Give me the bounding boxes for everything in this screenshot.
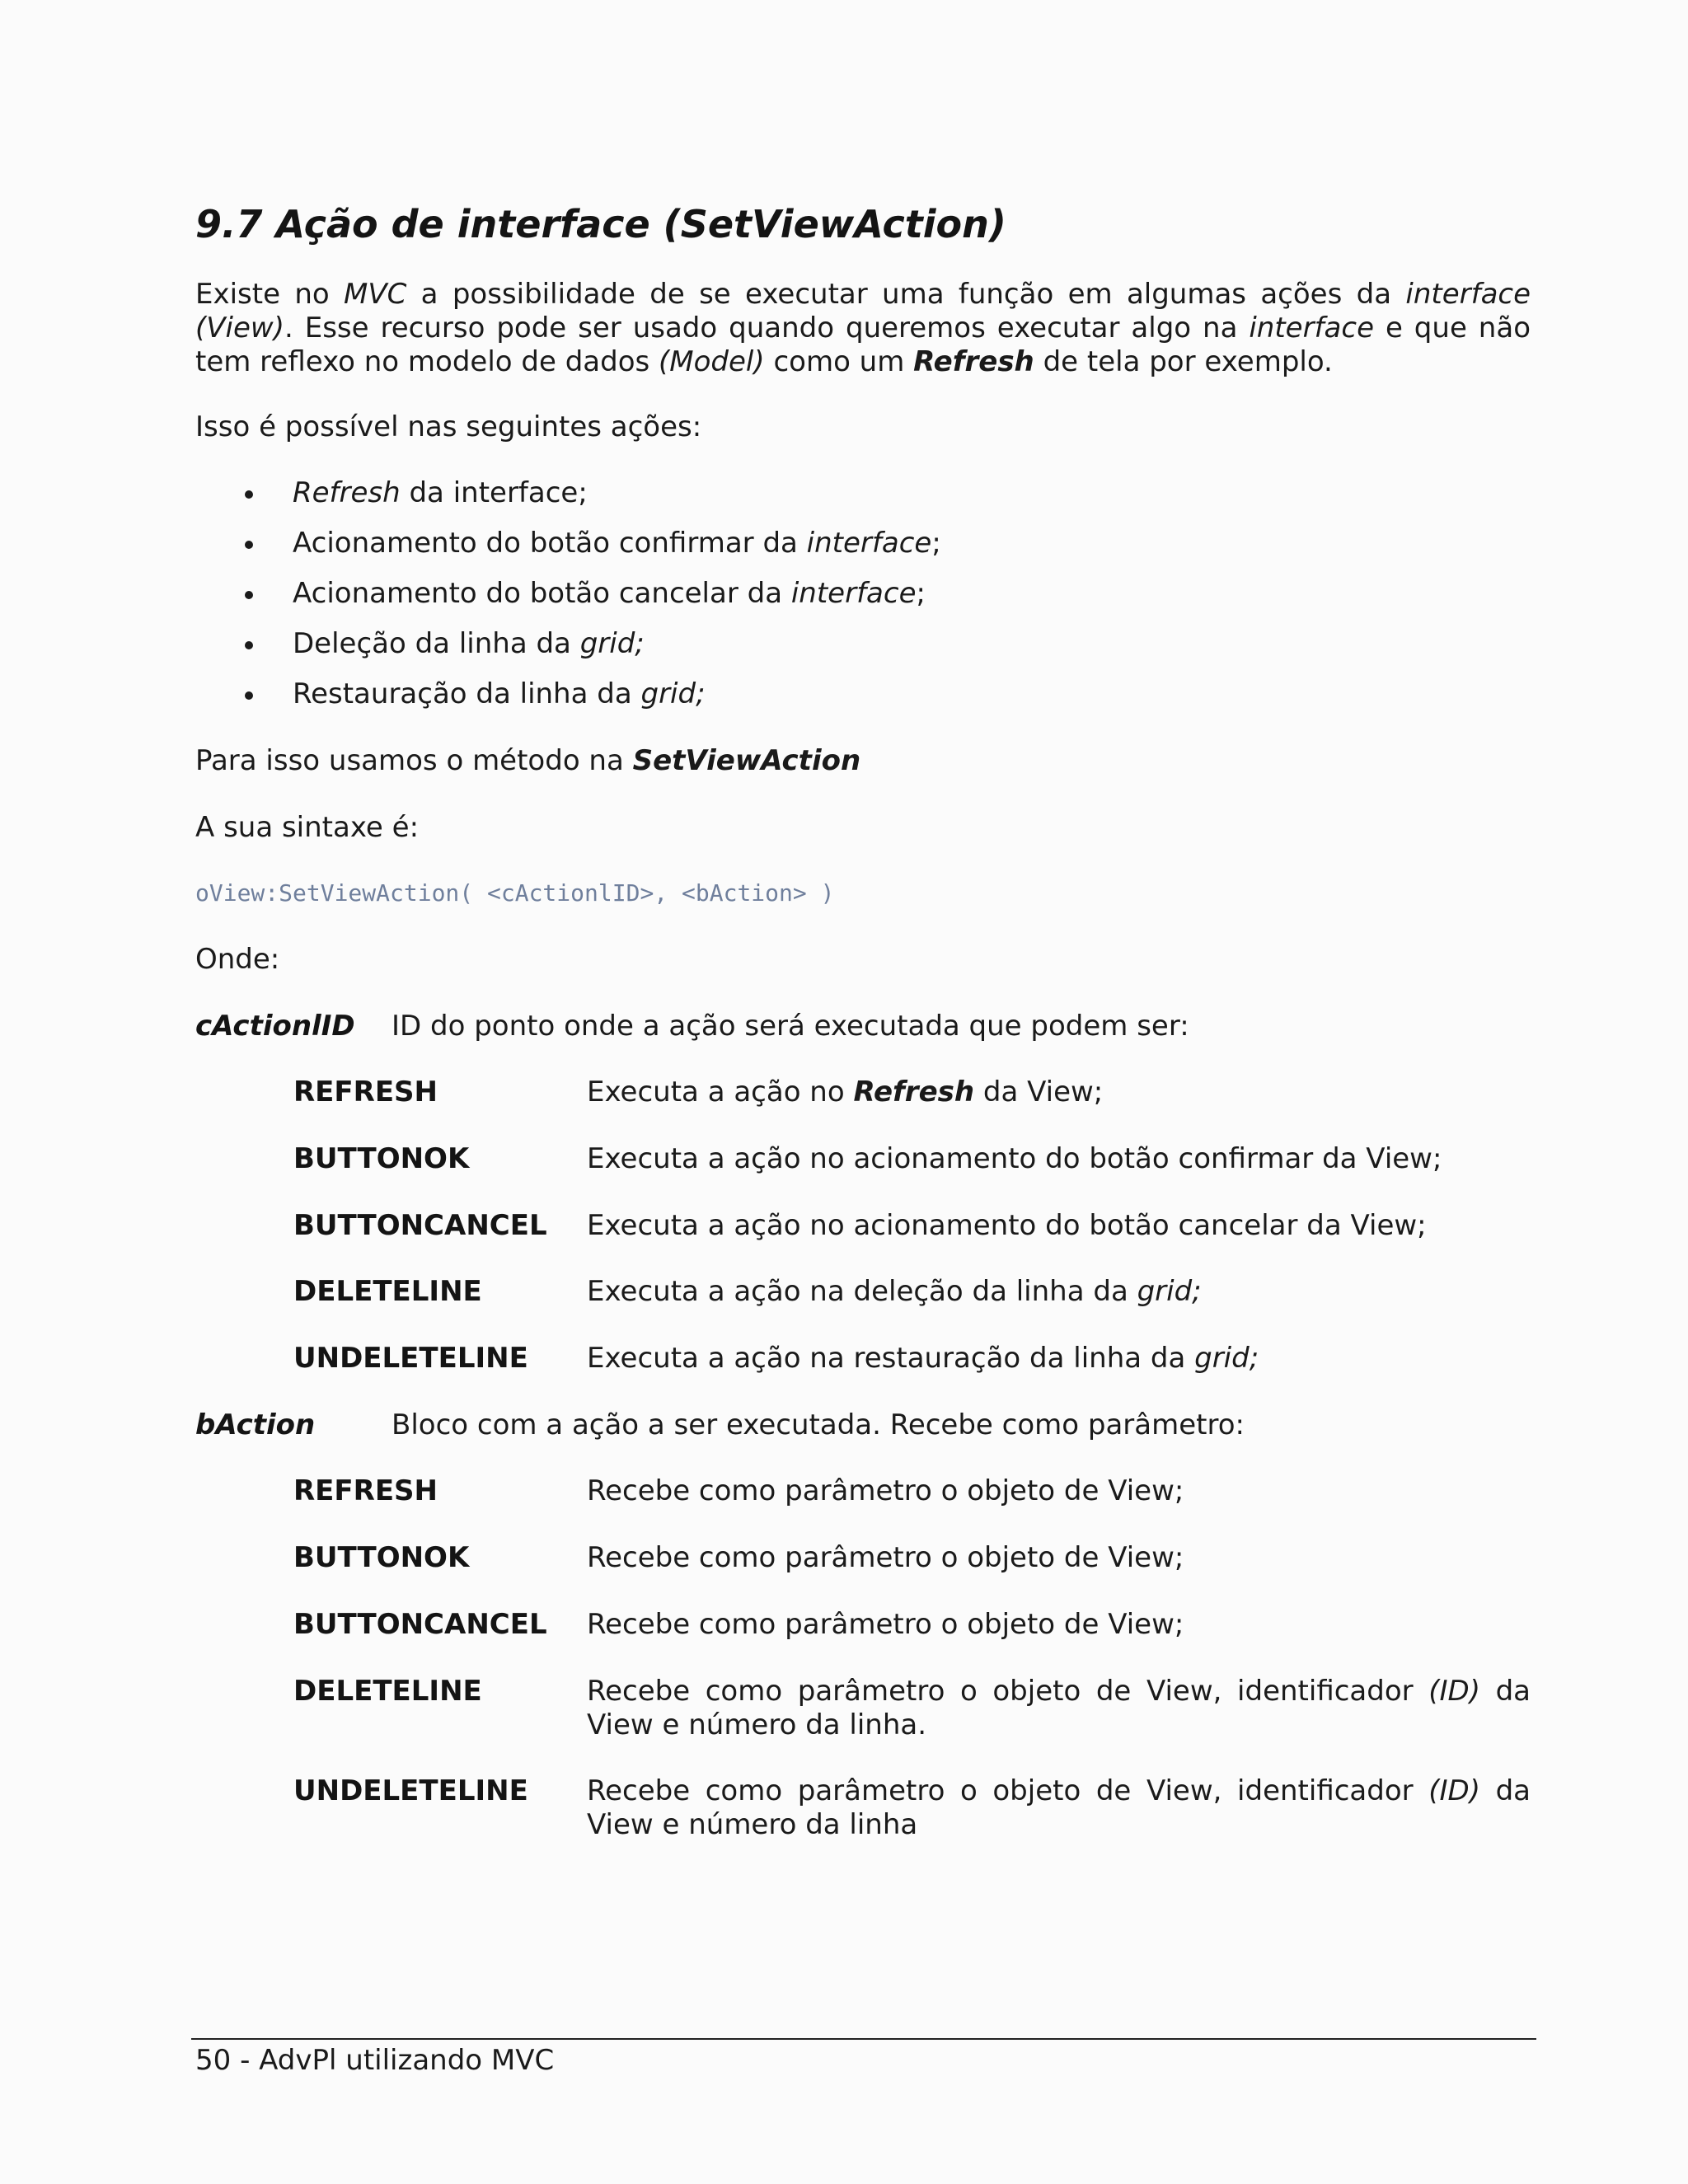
bullet-icon (245, 490, 253, 499)
bullet-icon (245, 591, 253, 599)
bullet-icon (245, 691, 253, 700)
list-item: Acionamento do botão confirmar da interface; (195, 527, 941, 577)
bullet-icon (245, 641, 253, 649)
desc-line-1: Recebe como parâmetro o objeto de View, identificador (ID) da (587, 1774, 1531, 1807)
intro-paragraph (195, 278, 1531, 379)
action-id-buttoncancel: BUTTONCANCEL (293, 1209, 547, 1242)
baction-deleteline: DELETELINE (293, 1675, 482, 1708)
section-title: 9.7 Ação de interface (SetViewAction) (195, 202, 1006, 246)
footer-divider (191, 2038, 1536, 2040)
list-item: Refresh da interface; (195, 476, 941, 527)
list-item: Restauração da linha da grid; (195, 677, 941, 728)
actions-bullet-list (195, 476, 941, 728)
baction-refresh: REFRESH (293, 1474, 438, 1507)
baction-refresh-desc: Recebe como parâmetro o objeto de View; (587, 1474, 1184, 1507)
action-id-deleteline: DELETELINE (293, 1275, 482, 1308)
possible-actions-intro: Isso é possível nas seguintes ações: (195, 410, 702, 443)
baction-deleteline-desc (587, 1675, 1531, 1742)
method-sentence: Para isso usamos o método na SetViewAction (195, 744, 861, 777)
desc-line-2: View e número da linha (587, 1808, 918, 1841)
action-id-buttonok: BUTTONOK (293, 1142, 470, 1175)
baction-buttonok: BUTTONOK (293, 1541, 470, 1574)
action-id-buttoncancel-desc: Executa a ação no acionamento do botão cancelar da View; (587, 1209, 1427, 1242)
baction-buttoncancel: BUTTONCANCEL (293, 1608, 547, 1641)
onde-label: Onde: (195, 943, 280, 976)
action-id-undeleteline: UNDELETELINE (293, 1342, 528, 1375)
intro-line-1: Existe no MVC a possibilidade de se executar uma função em algumas ações da interface (195, 278, 1531, 311)
desc-line-1: Recebe como parâmetro o objeto de View, identificador (ID) da (587, 1675, 1531, 1708)
baction-buttoncancel-desc: Recebe como parâmetro o objeto de View; (587, 1608, 1184, 1641)
param-cactionlid-name: cActionlID (195, 1010, 355, 1043)
action-id-buttonok-desc: Executa a ação no acionamento do botão confirmar da View; (587, 1142, 1442, 1175)
bullet-icon (245, 541, 253, 549)
syntax-code: oView:SetViewAction( <cActionlID>, <bAction> ) (195, 879, 835, 907)
list-item: Deleção da linha da grid; (195, 627, 941, 677)
action-id-deleteline-desc: Executa a ação na deleção da linha da grid; (587, 1275, 1202, 1308)
action-id-refresh-desc: Executa a ação no Refresh da View; (587, 1076, 1104, 1108)
page-footer: 50 - AdvPl utilizando MVC (195, 2044, 555, 2077)
desc-line-2: View e número da linha. (587, 1708, 927, 1741)
action-id-undeleteline-desc: Executa a ação na restauração da linha da grid; (587, 1342, 1259, 1375)
param-baction-name: bAction (195, 1408, 316, 1441)
param-cactionlid-desc: ID do ponto onde a ação será executada que podem ser: (392, 1010, 1189, 1043)
baction-undeleteline-desc (587, 1774, 1531, 1842)
intro-line-3: tem reflexo no modelo de dados (Model) como um Refresh de tela por exemplo. (195, 345, 1333, 378)
action-id-refresh: REFRESH (293, 1076, 438, 1108)
param-baction-desc: Bloco com a ação a ser executada. Recebe como parâmetro: (392, 1408, 1245, 1441)
intro-line-2: (View). Esse recurso pode ser usado quando queremos executar algo na interface e que não (195, 312, 1531, 344)
syntax-label: A sua sintaxe é: (195, 811, 420, 844)
baction-undeleteline: UNDELETELINE (293, 1774, 528, 1807)
list-item: Acionamento do botão cancelar da interface; (195, 577, 941, 627)
baction-buttonok-desc: Recebe como parâmetro o objeto de View; (587, 1541, 1184, 1574)
